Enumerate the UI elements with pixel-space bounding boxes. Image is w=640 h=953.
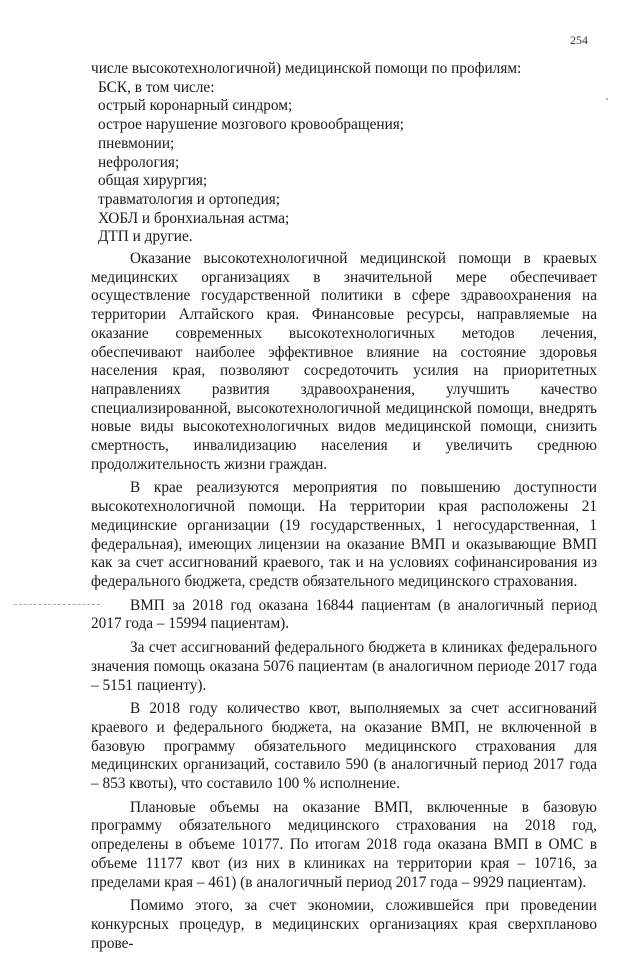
paragraph-patients-total: ВМП за 2018 год оказана 16844 пациентам (в аналогичный период 2017 года – 15994 пациентам). bbox=[91, 596, 597, 633]
list-item: пневмонии; bbox=[98, 134, 175, 152]
page-number: 254 bbox=[570, 33, 588, 47]
paragraph-savings: Помимо этого, за счет экономии, сложившейся при проведении конкурсных процедур, в медицинских организациях края сверхпланово прове- bbox=[91, 897, 597, 952]
scan-speck bbox=[606, 98, 608, 100]
paragraph-federal-clinics: За счет ассигнований федерального бюджета в клиниках федерального значения помощь оказана 5076 пациентам (в аналогичном периоде 2017 года – 5151 пациенту). bbox=[91, 639, 597, 694]
margin-pen-mark bbox=[14, 604, 100, 605]
document-body bbox=[91, 60, 597, 953]
profile-list bbox=[91, 79, 597, 247]
list-item: острый коронарный синдром; bbox=[98, 97, 293, 115]
paragraph-vmp-overview: Оказание высокотехнологичной медицинской помощи в краевых медицинских организациях в значительной мере обеспечивает осуществление государственной политики в сфере здравоохранения на территории Алтайского края. Финансовые ресурсы, направляемые на оказание современных высокотехнологичных методов лечения, обеспечивают наиболее эффективное влияние на состояние здоровья населения края, позволяют сосредоточить усилия на приоритетных направлениях развития здравоохранения, улучшить качество специализированной, высокотехнологичной медицинской помощи, внедрять новые виды высокотехнологичных видов медицинской помощи, снизить смертность, инвалидизацию населения и увеличить среднюю продолжительность жизни граждан. bbox=[91, 250, 597, 473]
list-item: ХОБЛ и бронхиальная астма; bbox=[98, 209, 290, 227]
list-item: БСК, в том числе: bbox=[98, 78, 215, 96]
list-item: травматология и ортопедия; bbox=[98, 190, 281, 208]
paragraph-planned-volumes: Плановые объемы на оказание ВМП, включенные в базовую программу обязательного медицинского страхования на 2018 год, определены в объеме 10177. По итогам 2018 года оказана ВМП в ОМС в объеме 11177 квот (из них в клиниках на территории края – 10716, за пределами края – 461) (в аналогичный период 2017 года – 9929 пациентам). bbox=[91, 798, 597, 891]
list-item: ДТП и другие. bbox=[98, 228, 193, 246]
list-item: острое нарушение мозгового кровообращения; bbox=[98, 116, 405, 134]
paragraph-quotas: В 2018 году количество квот, выполняемых за счет ассигнований краевого и федерального бюджета, на оказание ВМП, не включенной в базовую программу обязательного медицинского страхования для медицинских организаций, составило 590 (в аналогичный период 2017 года – 853 квоты), что составило 100 % исполнение. bbox=[91, 700, 597, 793]
intro-line: числе высокотехнологичной) медицинской помощи по профилям: bbox=[91, 60, 522, 77]
list-item: общая хирургия; bbox=[98, 172, 208, 190]
paragraph-accessibility: В крае реализуются мероприятия по повышению доступности высокотехнологичной помощи. На территории края расположены 21 медицинские организации (19 государственных, 1 негосударственная, 1 федеральная), имеющих лицензии на оказание ВМП и оказывающие ВМП как за счет ассигнований краевого, так и на условиях софинансирования из федерального бюджета, средств обязательного медицинского страхования. bbox=[91, 479, 597, 590]
list-item: нефрология; bbox=[98, 153, 180, 171]
